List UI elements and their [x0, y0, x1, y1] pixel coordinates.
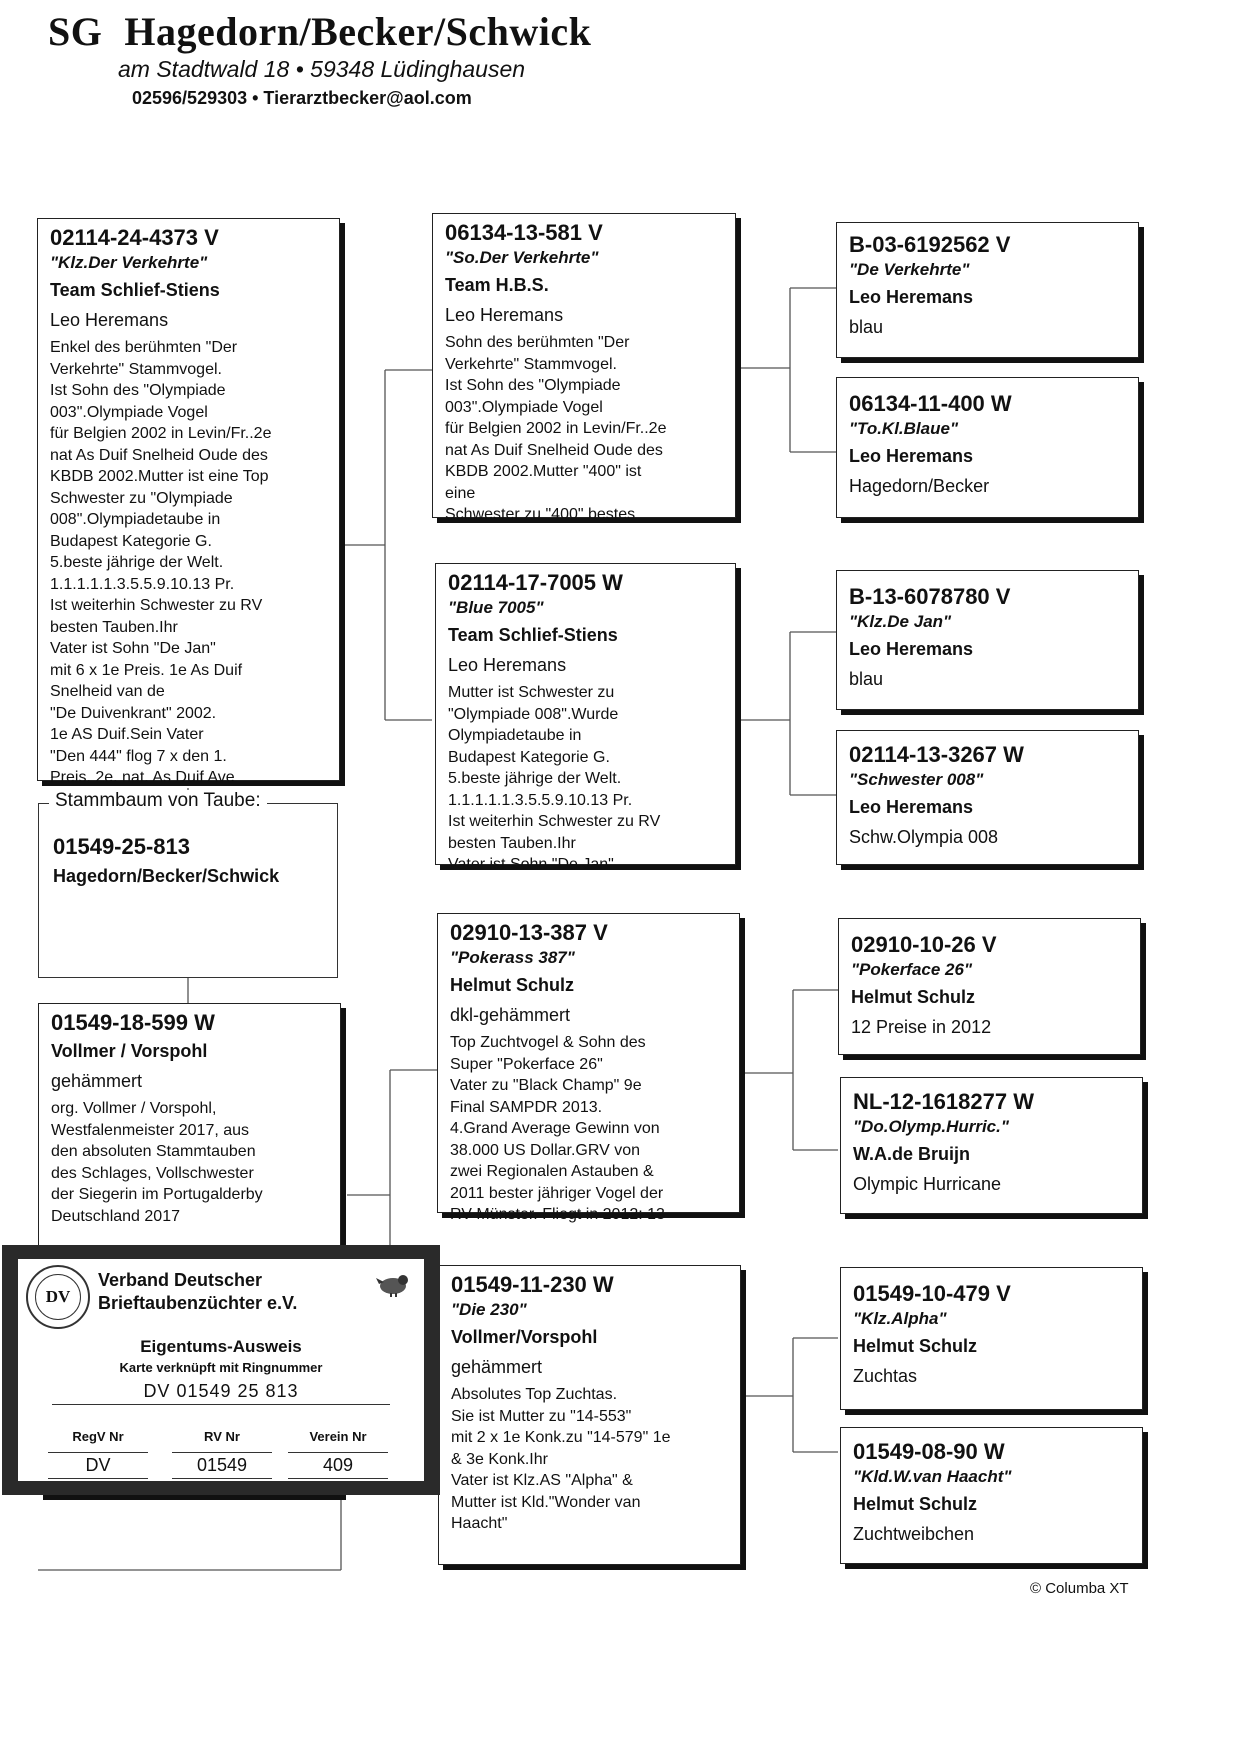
mff-ring: 02910-10-26 V — [851, 932, 997, 957]
mmf-note: Zuchtas — [853, 1366, 918, 1386]
rv-label: RV Nr — [204, 1429, 240, 1444]
father-name: "Klz.Der Verkehrte" — [50, 253, 208, 272]
mmm-card — [840, 1427, 1143, 1564]
fff-owner: Leo Heremans — [849, 287, 974, 307]
mf-owner: Helmut Schulz — [450, 975, 575, 995]
ffm-card — [836, 377, 1139, 518]
fmm-card — [836, 730, 1139, 865]
fmm-name: "Schwester 008" — [849, 770, 984, 789]
ff-breeder: Leo Heremans — [445, 305, 564, 325]
father-owner: Team Schlief-Stiens — [50, 280, 220, 300]
mm-card — [438, 1265, 741, 1565]
subject-label: Stammbaum von Taube: — [49, 790, 267, 812]
badge-organization: Verband Deutscher Brieftaubenzüchter e.V. — [98, 1270, 298, 1313]
mmf-owner: Helmut Schulz — [853, 1336, 978, 1356]
father-breeder: Leo Heremans — [50, 310, 169, 330]
fm-notes: Mutter ist Schwester zu "Olympiade 008".Wurde Olympiadetaube in Budapest Kategorie G. 5.beste jährige der Welt. 1.1.1.1.1.3.5.5.9.10.13 Pr. Ist weiterhin Schwester zu RV besten Tauben.Ihr Vater ist Sohn "De Jan" — [448, 684, 661, 873]
subject-ring: 01549-25-813 — [53, 834, 191, 859]
fmm-owner: Leo Heremans — [849, 797, 974, 817]
connector-ff — [736, 288, 836, 452]
verein-label: Verein Nr — [309, 1429, 367, 1444]
mm-owner: Vollmer/Vorspohl — [451, 1327, 598, 1347]
subject-box — [38, 790, 338, 978]
mmf-name: "Klz.Alpha" — [853, 1309, 947, 1328]
ff-name: "So.Der Verkehrte" — [445, 248, 599, 267]
mf-card — [437, 913, 740, 1223]
badge-regv — [48, 1429, 148, 1479]
pigeon-icon — [376, 1271, 410, 1297]
fmf-note: blau — [849, 669, 884, 689]
contact: 02596/529303 • Tierarztbecker@aol.com — [132, 88, 472, 108]
mother-owner: Vollmer / Vorspohl — [51, 1041, 208, 1061]
fff-ring: B-03-6192562 V — [849, 232, 1011, 257]
badge-ring-number: DV 01549 25 813 — [52, 1381, 390, 1405]
regv-value: DV — [48, 1452, 148, 1479]
mmm-ring: 01549-08-90 W — [853, 1439, 1005, 1464]
ffm-name: "To.Kl.Blaue" — [849, 419, 958, 438]
connector-mm — [741, 1338, 838, 1452]
badge-title: Eigentums-Ausweis — [140, 1337, 302, 1356]
copyright: © Columba XT — [1030, 1580, 1129, 1597]
mff-card — [838, 918, 1141, 1055]
fm-name: "Blue 7005" — [448, 598, 544, 617]
mmf-ring: 01549-10-479 V — [853, 1281, 1011, 1306]
connector-father — [340, 370, 432, 720]
ffm-owner: Leo Heremans — [849, 446, 974, 466]
mm-ring: 01549-11-230 W — [451, 1272, 614, 1297]
mf-notes: Top Zuchtvogel & Sohn des Super "Pokerface 26" Vater zu "Black Champ" 9e Final SAMPDR 2013. 4.Grand Average Gewinn von 38.000 US Dollar.GRV von zwei Regionalen Astauben & 2011 bester jähriger Vogel der RV Münster. Fliegt in 2012: 13 — [450, 1034, 665, 1223]
ownership-badge — [2, 1245, 440, 1495]
mother-notes: org. Vollmer / Vorspohl, Westfalenmeister 2017, aus den absoluten Stammtauben des Schlages, Vollschwester der Siegerin im Portugalderby Deutschland 2017 — [51, 1100, 263, 1225]
mf-name: "Pokerass 387" — [450, 948, 575, 967]
mff-name: "Pokerface 26" — [851, 960, 973, 979]
mmm-note: Zuchtweibchen — [853, 1524, 975, 1544]
ffm-note: Hagedorn/Becker — [849, 476, 990, 496]
fm-breeder: Leo Heremans — [448, 655, 567, 675]
address: am Stadtwald 18 • 59348 Lüdinghausen — [118, 56, 526, 82]
fm-ring: 02114-17-7005 W — [448, 570, 623, 595]
mfm-ring: NL-12-1618277 W — [853, 1089, 1034, 1114]
fm-card — [435, 563, 736, 873]
mfm-card — [840, 1077, 1143, 1214]
fmf-owner: Leo Heremans — [849, 639, 974, 659]
mf-breeder: dkl-gehämmert — [450, 1005, 571, 1025]
ff-notes: Sohn des berühmten "Der Verkehrte" Stammvogel. Ist Sohn des "Olympiade 003".Olympiade Vogel für Belgien 2002 in Levin/Fr..2e nat As Duif Snelheid Oude des KBDB 2002.Mutter "400" ist eine Schwester zu "400" bestes — [445, 334, 667, 523]
fmf-name: "Klz.De Jan" — [849, 612, 952, 631]
fmf-ring: B-13-6078780 V — [849, 584, 1011, 609]
fmm-ring: 02114-13-3267 W — [849, 742, 1024, 767]
mfm-owner: W.A.de Bruijn — [853, 1144, 970, 1164]
connector-fm — [736, 632, 836, 795]
connector-mf — [740, 990, 838, 1150]
badge-frame — [38, 1495, 341, 1570]
fm-owner: Team Schlief-Stiens — [448, 625, 618, 645]
association-logo — [26, 1265, 90, 1329]
mff-note: 12 Preise in 2012 — [851, 1017, 992, 1037]
mm-breeder: gehämmert — [451, 1357, 543, 1377]
mother-breeder: gehämmert — [51, 1071, 143, 1091]
fff-name: "De Verkehrte" — [849, 260, 970, 279]
father-notes: Enkel des berühmten "Der Verkehrte" Stammvogel. Ist Sohn des "Olympiade 003".Olympiade Vogel für Belgien 2002 in Levin/Fr..2e nat As Duif Snelheid Oude des KBDB 2002.Mutter ist eine Top Schwester zu "Olympiade 008".Olympiadetaube in Budapest Kategorie G. 5.beste jährige der Welt. 1.1.1.1.1.3.5.5.9.10.13 Pr. Ist weiterhin Schwester zu RV besten Tauben.Ihr Vater ist Sohn "De Jan" mit 6 x 1e Preis. 1e As Duif Snelheid van de "De Duivenkrant" 2002. 1e AS Duif.Sein Vater "Den 444" flog 7 x den 1. Preis. 2e. nat. As Duif Ave — [50, 339, 272, 786]
ff-card — [432, 213, 736, 523]
mmf-card — [840, 1267, 1143, 1410]
ff-ring: 06134-13-581 V — [445, 220, 603, 245]
mfm-name: "Do.Olymp.Hurric." — [853, 1117, 1009, 1136]
fff-card — [836, 222, 1139, 358]
fff-note: blau — [849, 317, 884, 337]
mff-owner: Helmut Schulz — [851, 987, 976, 1007]
ff-owner: Team H.B.S. — [445, 275, 549, 295]
mm-notes: Absolutes Top Zuchtas. Sie ist Mutter zu "14-553" mit 2 x 1e Konk.zu "14-579" 1e & 3e Konk.Ihr Vater ist Klz.AS "Alpha" & Mutter ist Kld."Wonder van Haacht" — [451, 1386, 671, 1532]
mf-ring: 02910-13-387 V — [450, 920, 608, 945]
verein-value: 409 — [288, 1452, 388, 1479]
mm-name: "Die 230" — [451, 1300, 527, 1319]
mmm-owner: Helmut Schulz — [853, 1494, 978, 1514]
badge-subtitle: Karte verknüpft mit Ringnummer — [119, 1360, 323, 1375]
subject-owner: Hagedorn/Becker/Schwick — [53, 866, 280, 886]
father-ring: 02114-24-4373 V — [50, 225, 219, 250]
fmm-note: Schw.Olympia 008 — [849, 827, 999, 847]
title-name: Hagedorn/Becker/Schwick — [124, 9, 592, 54]
fmf-card — [836, 570, 1139, 710]
regv-label: RegV Nr — [72, 1429, 124, 1444]
badge-card — [18, 1259, 424, 1481]
mother-ring: 01549-18-599 W — [51, 1010, 215, 1035]
title-prefix: SG — [48, 9, 103, 54]
mfm-note: Olympic Hurricane — [853, 1174, 1002, 1194]
father-card — [37, 218, 340, 786]
badge-verein — [288, 1429, 388, 1479]
logo-monogram: DV — [35, 1274, 81, 1320]
mmm-name: "Kld.W.van Haacht" — [853, 1467, 1012, 1486]
badge-rv — [172, 1429, 272, 1479]
ffm-ring: 06134-11-400 W — [849, 391, 1012, 416]
rv-value: 01549 — [172, 1452, 272, 1479]
